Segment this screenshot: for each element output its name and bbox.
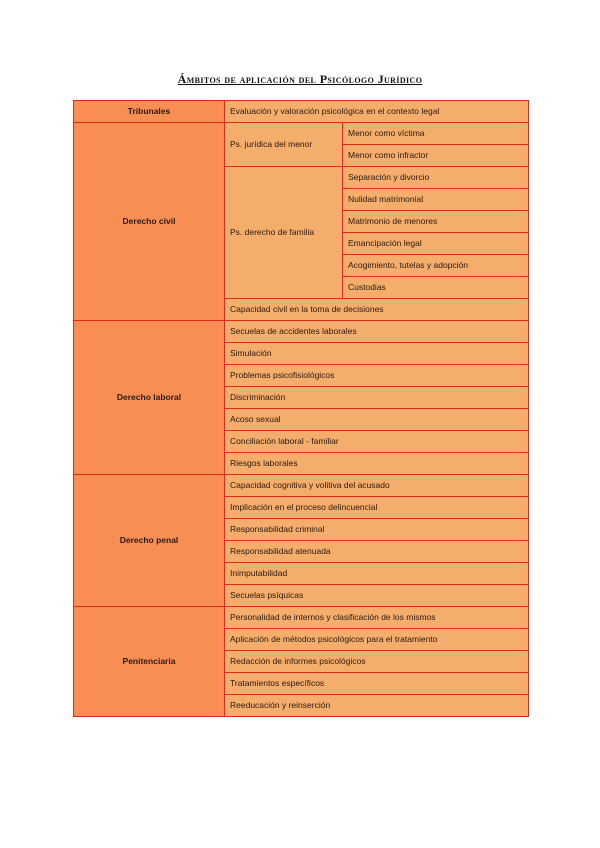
table-cell: Responsabilidad atenuada	[225, 541, 529, 563]
table-cell: Redacción de informes psicológicos	[225, 651, 529, 673]
table-cell: Separación y divorcio	[343, 167, 529, 189]
table-cell: Problemas psicofisiológicos	[225, 365, 529, 387]
table-cell: Inimputabilidad	[225, 563, 529, 585]
table-cell: Tratamientos específicos	[225, 673, 529, 695]
table-row	[74, 607, 529, 629]
scope-table	[73, 100, 529, 717]
table-row	[74, 101, 529, 123]
table-cell: Reeducación y reinserción	[225, 695, 529, 717]
table-cell: Menor como víctima	[343, 123, 529, 145]
category-derecho-civil: Derecho civil	[74, 123, 225, 321]
category-derecho-laboral: Derecho laboral	[74, 321, 225, 475]
table-cell: Matrimonio de menores	[343, 211, 529, 233]
table-cell: Custodias	[343, 277, 529, 299]
table-cell: Responsabilidad criminal	[225, 519, 529, 541]
table-cell: Conciliación laboral - familiar	[225, 431, 529, 453]
category-tribunales: Tribunales	[74, 101, 225, 123]
table-cell: Menor como infractor	[343, 145, 529, 167]
subcategory-menor: Ps. jurídica del menor	[225, 123, 343, 167]
category-derecho-penal: Derecho penal	[74, 475, 225, 607]
table-cell: Nulidad matrimonial	[343, 189, 529, 211]
table-cell: Capacidad cognitiva y volitiva del acusado	[225, 475, 529, 497]
table-cell: Riesgos laborales	[225, 453, 529, 475]
subcategory-familia: Ps. derecho de familia	[225, 167, 343, 299]
table-cell: Acoso sexual	[225, 409, 529, 431]
table-cell: Secuelas psíquicas	[225, 585, 529, 607]
table-cell: Evaluación y valoración psicológica en el contexto legal	[225, 101, 529, 123]
table-row	[74, 123, 529, 145]
page-title: Ámbitos de aplicación del Psicólogo Jurídico	[177, 72, 423, 86]
table-cell: Secuelas de accidentes laborales	[225, 321, 529, 343]
table-row	[74, 475, 529, 497]
table-cell: Emancipación legal	[343, 233, 529, 255]
table-cell: Discriminación	[225, 387, 529, 409]
table-cell: Acogimiento, tutelas y adopción	[343, 255, 529, 277]
table-cell: Simulación	[225, 343, 529, 365]
table-cell: Aplicación de métodos psicológicos para el tratamiento	[225, 629, 529, 651]
table-cell: Capacidad civil en la toma de decisiones	[225, 299, 529, 321]
table-cell: Personalidad de internos y clasificación de los mismos	[225, 607, 529, 629]
table-row	[74, 321, 529, 343]
table-cell: Implicación en el proceso delincuencial	[225, 497, 529, 519]
category-penitenciaria: Penitenciaria	[74, 607, 225, 717]
